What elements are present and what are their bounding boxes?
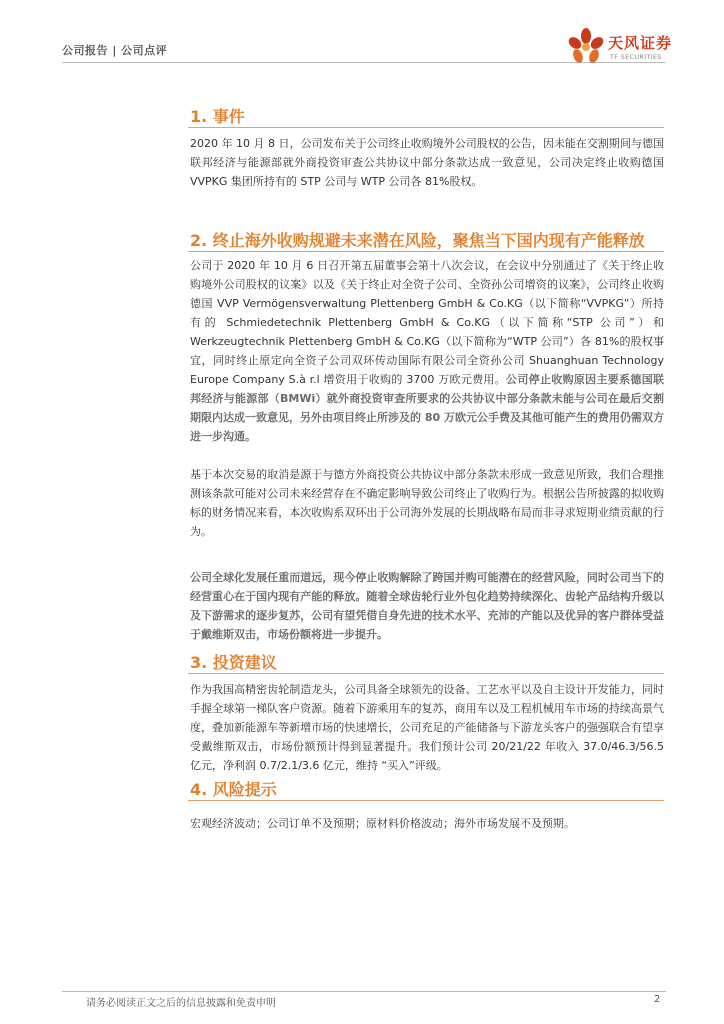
section-title-analysis: 2. 终止海外收购规避未来潜在风险，聚焦当下国内现有产能释放 [190, 231, 645, 250]
section-title-investment: 3. 投资建议 [190, 653, 277, 672]
event-paragraph: 2020 年 10 月 8 日，公司发布关于公司终止收购境外公司股权的公告，因未能在交割期间与德国联邦经济与能源部就外商投资审查公共协议中部分条款达成一致意见，公司决定终止收购德国 VVPKG 集团所持有的 STP 公司与 WTP 公司各 81%股权。 [190, 137, 664, 188]
analysis-paragraph-3: 公司全球化发展任重而道远，现今停止收购解除了跨国并购可能潜在的经营风险，同时公司当下的经营重心在于国内现有产能的释放。随着全球齿轮行业外包化趋势持续深化、齿轮产品结构升级以及下游需求的逐步复苏，公司有望凭借自身先进的技术水平、充沛的产能以及优异的客户群体受益于戴维斯双击，市场份额将进一步提升。 [190, 571, 664, 641]
risk-paragraph: 宏观经济波动；公司订单不及预期；原材料价格波动；海外市场发展不及预期。 [190, 817, 575, 830]
section-rule [188, 673, 664, 674]
section-rule [188, 800, 664, 801]
section-title-event: 1. 事件 [190, 107, 245, 126]
footer-disclaimer: 请务必阅读正文之后的信息披露和免责申明 [86, 998, 276, 1009]
section-rule [188, 251, 664, 252]
analysis-paragraph-2: 基于本次交易的取消是源于与德方外商投资公共协议中部分条款未形成一致意见所致，我们合理推测该条款可能对公司未来经营存在不确定影响导致公司终止了收购行为。根据公告所披露的拟收购标的财务情况来看，本次收购系双环出于公司海外发展的长期战略布局而非寻求短期业绩贡献的行为。 [190, 468, 664, 538]
logo-flower-icon [566, 26, 606, 70]
analysis-p1-highlight: 公司停止收购原因主要系德国联邦经济与能源部（BMWi）就外商投资审查所要求的公共协议中部分条款未能与公司在最后交割期限内达成一致意见，另外由项目终止所涉及的 80 万欧元公手费及其他可能产生的费用仍需双方进一步沟通。 [190, 373, 664, 443]
section-rule [188, 127, 664, 128]
section-title-risk: 4. 风险提示 [190, 780, 277, 799]
logo-name-cn: 天风证券 [608, 34, 673, 52]
analysis-p1-text: 公司于 2020 年 10 月 6 日召开第五届董事会第十八次会议，在会议中分别通过了《关于终止收购境外公司股权的议案》以及《关于终止对全资子公司、全资孙公司增资的议案》，公司终止收购德国 VVP Vermögensverwaltung Plettenberg GmbH & Co.KG（以下简称“VVPKG”）所持有的 Schmiedetechnik Plettenberg GmbH & Co.KG（以下简称“STP 公司”）和 Werkzeugtechnik Plettenberg GmbH & Co.KG（以下简称为“WTP 公司”）各 81%的股权事宜，同时终止原定向全资子公司双环传动国际有限公司全资孙公司 Shuanghuan Technology Europe Company S.à r.l 增资用于收购的 3700 万欧元费用。 [190, 259, 664, 386]
header-breadcrumb: 公司报告 | 公司点评 [62, 44, 168, 57]
investment-paragraph: 作为我国高精密齿轮制造龙头，公司具备全球领先的设备、工艺水平以及自主设计开发能力，同时手握全球第一梯队客户资源。随着下游乘用车的复苏，商用车以及工程机械用车市场的持续高景气度，叠加新能源车等新增市场的快速增长，公司充足的产能储备与下游龙头客户的强强联合有望享受戴维斯双击，市场份额预计得到显著提升。我们预计公司 20/21/22 年收入 37.0/46.3/56.5 亿元，净利润 0.7/2.1/3.6 亿元，维持 “买入”评级。 [190, 683, 664, 772]
brand-logo [566, 26, 676, 70]
page-number: 2 [654, 994, 661, 1005]
footer-divider [62, 991, 666, 992]
logo-name-en: TF SECURITIES [610, 53, 662, 61]
analysis-paragraph-1 [190, 256, 664, 446]
